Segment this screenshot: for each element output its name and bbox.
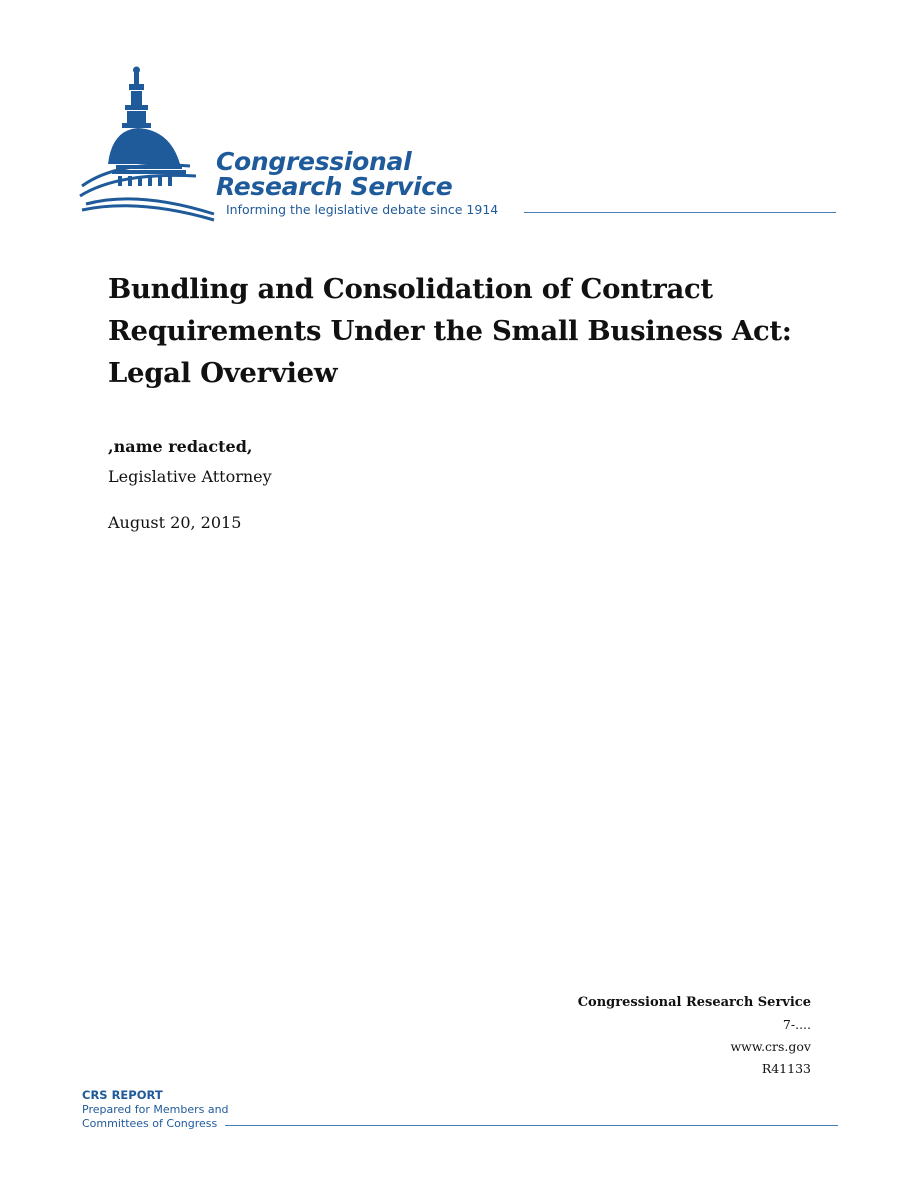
logo-line-research-service: Research Service <box>216 172 453 201</box>
crs-logo <box>78 64 838 224</box>
footer-crs-report: CRS REPORT <box>82 1088 163 1102</box>
capitol-dome-icon <box>78 64 218 224</box>
footer-committees: Committees of Congress <box>82 1117 218 1130</box>
phone-number: 7-.... <box>782 1017 811 1032</box>
footer-prepared-for: Prepared for Members and <box>82 1103 229 1116</box>
logo-divider <box>524 212 836 213</box>
report-info-block <box>578 992 811 1080</box>
author-name: ,name redacted, <box>108 437 253 456</box>
logo-line-congressional: Congressional <box>216 147 412 176</box>
report-date: August 20, 2015 <box>108 513 242 532</box>
crs-report-footer <box>82 1088 838 1133</box>
website-link[interactable]: www.crs.gov <box>730 1039 811 1054</box>
footer-divider <box>225 1125 838 1126</box>
report-title: Bundling and Consolidation of Contract Requirements Under the Small Business Act: Legal Overview <box>108 273 792 389</box>
logo-tagline: Informing the legislative debate since 1914 <box>226 202 499 217</box>
author-role: Legislative Attorney <box>108 467 272 486</box>
organization-name: Congressional Research Service <box>577 995 811 1010</box>
report-number: R41133 <box>761 1061 811 1076</box>
